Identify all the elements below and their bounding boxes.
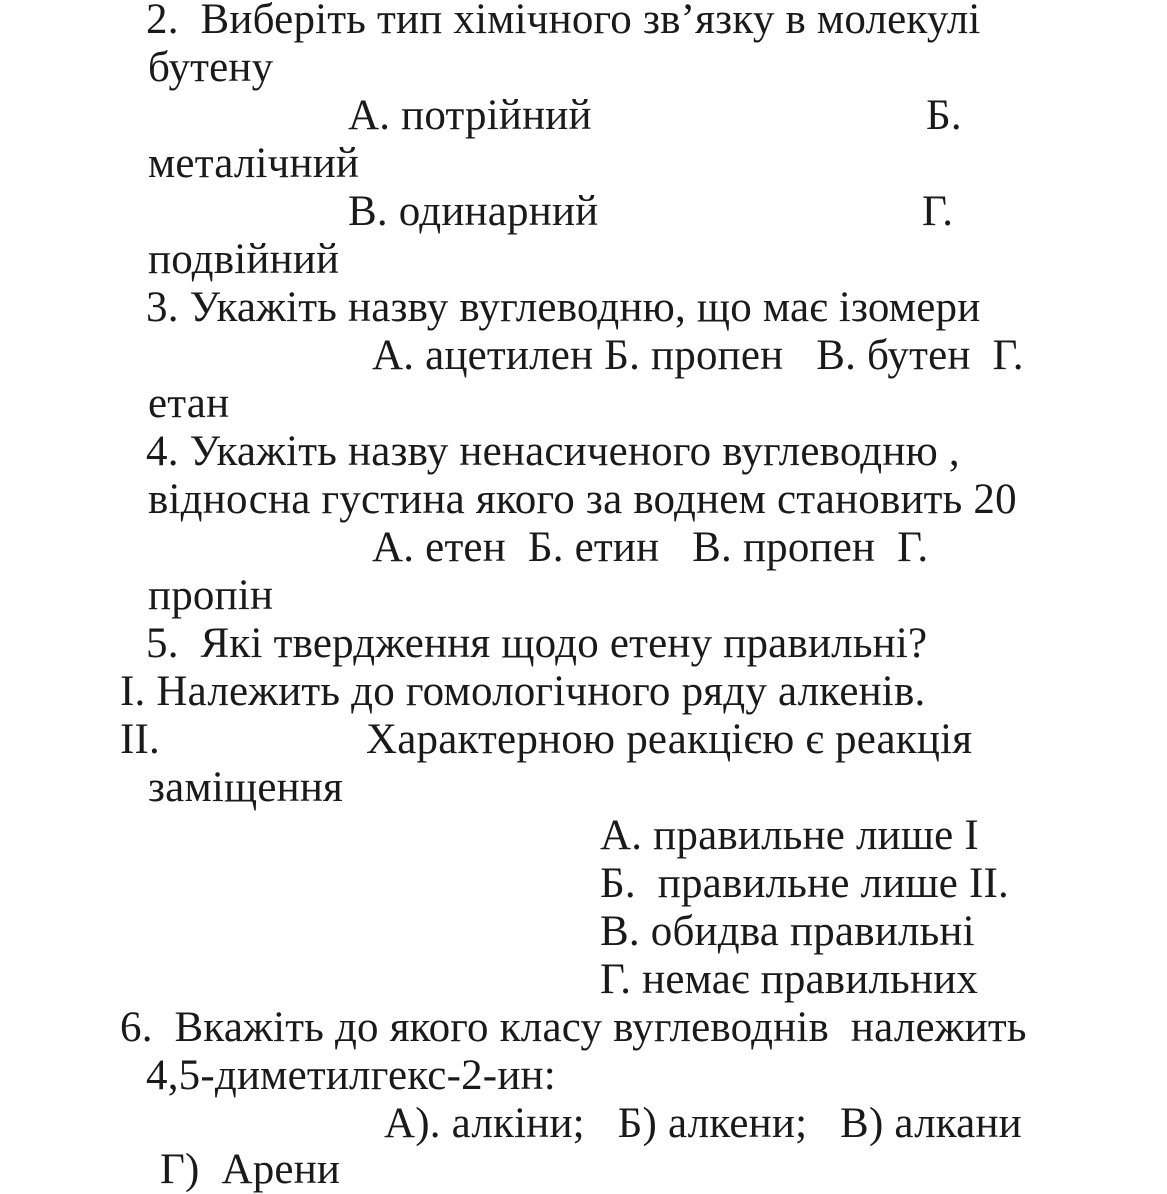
q5-option-b: Б. правильне лише ІІ. [600, 860, 1009, 907]
q3-options-wrap: етан [148, 380, 230, 427]
q2-option-g-letter: Г. [922, 188, 954, 235]
q4-options: А. етен Б. етин В. пропен Г. [372, 524, 929, 571]
q5-question: 5. Які твердження щодо етену правильні? [146, 620, 928, 667]
q5-option-g: Г. немає правильних [600, 956, 979, 1003]
q6-question-line1: 6. Вкажіть до якого класу вуглеводнів належить [120, 1004, 1027, 1051]
q5-statement-2-wrap: заміщення [148, 764, 344, 811]
q2-option-b-word: металічний [148, 140, 360, 187]
q2-option-b-letter: Б. [926, 92, 962, 139]
q6-cut-line: Г) Арени [160, 1146, 341, 1193]
q4-options-wrap: пропін [148, 572, 274, 619]
q5-statement-2-number: ІІ. [120, 716, 160, 763]
q5-option-a: А. правильне лише І [600, 812, 979, 859]
q2-option-v: В. одинарний [348, 188, 599, 235]
q5-statement-1: І. Належить до гомологічного ряду алкенів. [120, 668, 926, 715]
q2-question-line1: 2. Виберіть тип хімічного зв’язку в молекулі [146, 0, 981, 43]
q6-options: А). алкіни; Б) алкени; В) алкани [384, 1100, 1022, 1147]
q3-options: А. ацетилен Б. пропен В. бутен Г. [372, 332, 1024, 379]
q4-question-line2: відносна густина якого за воднем становить 20 [148, 476, 1017, 523]
q4-question-line1: 4. Укажіть назву ненасиченого вуглеводню , [146, 428, 960, 475]
q3-question: 3. Укажіть назву вуглеводню, що має ізомери [146, 284, 981, 331]
q2-question-line2: бутену [148, 44, 274, 91]
q5-statement-2-text: Характерною реакцією є реакція [366, 716, 973, 763]
q2-option-g-word: подвійний [148, 236, 340, 283]
q6-question-line2: 4,5-диметилгекс-2-ин: [146, 1052, 556, 1099]
q5-option-v: В. обидва правильні [600, 908, 975, 955]
q2-option-a: А. потрійний [348, 92, 592, 139]
